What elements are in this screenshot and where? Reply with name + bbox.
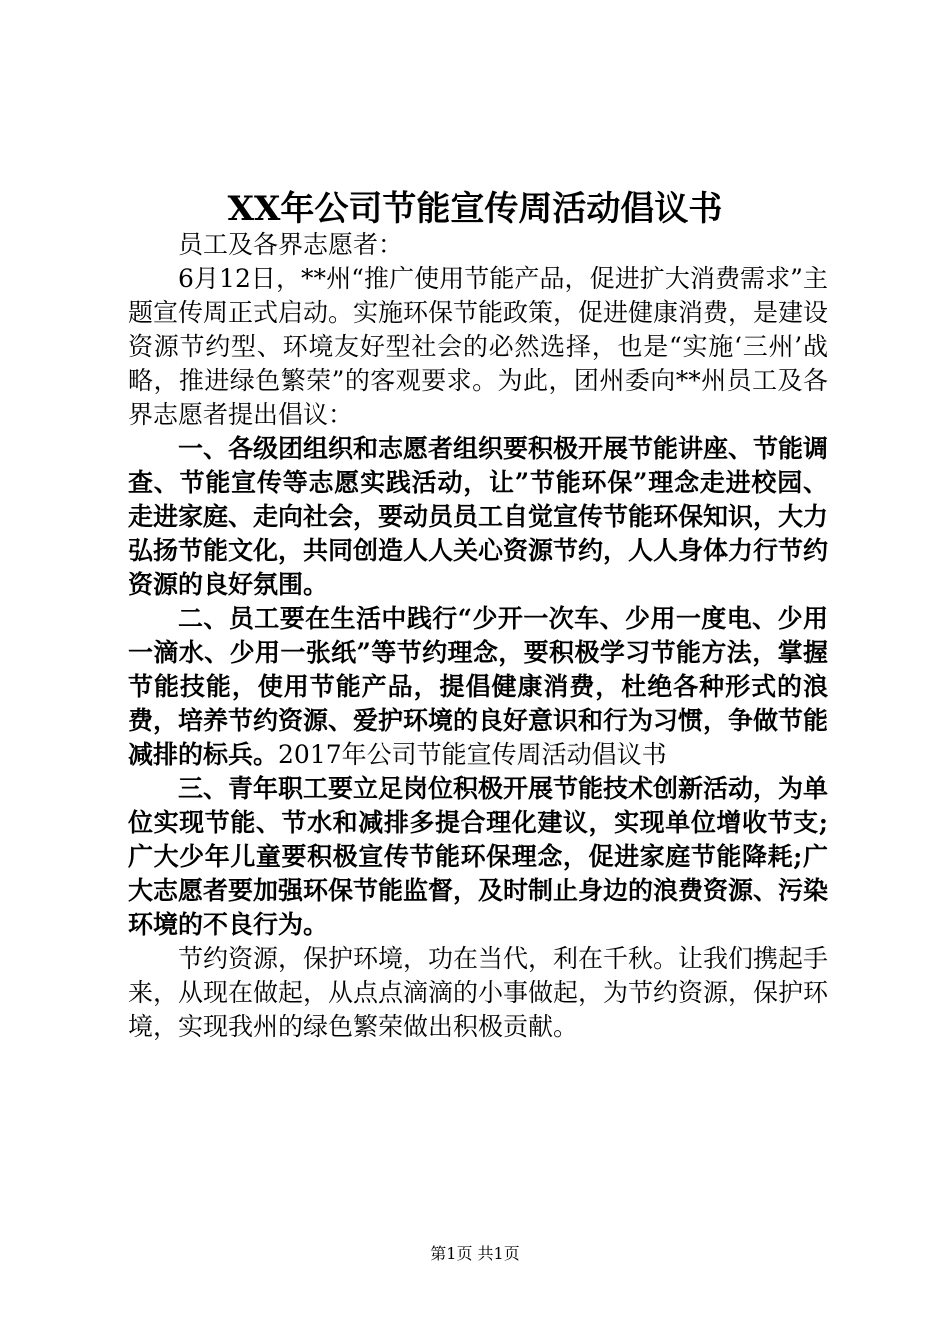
document-body xyxy=(128,228,828,1044)
proposal-one-paragraph: 一、各级团组织和志愿者组织要积极开展节能讲座、节能调查、节能宣传等志愿实践活动，让”节能环保”理念走进校园、走进家庭、走向社会，要动员员工自觉宣传节能环保知识，大力弘扬节能文化，共同创造人人关心资源节约，人人身体力行节约资源的良好氛围。 xyxy=(128,434,829,599)
closing-paragraph: 节约资源，保护环境，功在当代，利在千秋。让我们携起手来，从现在做起，从点点滴滴的小事做起，为节约资源，保护环境，实现我州的绿色繁荣做出积极贡献。 xyxy=(128,944,829,1041)
proposal-three-paragraph: 三、青年职工要立足岗位积极开展节能技术创新活动，为单位实现节能、节水和减排多提合理化建议，实现单位增收节支;广大少年儿童要积极宣传节能环保理念，促进家庭节能降耗;广大志愿者要加强环保节能监督，及时制止身边的浪费资源、污染环境的不良行为。 xyxy=(128,774,829,939)
proposal-two-tail: 2017年公司节能宣传周活动倡议书 xyxy=(278,740,667,769)
document-title: XX年公司节能宣传周活动倡议书 xyxy=(227,189,723,229)
salutation-paragraph: 员工及各界志愿者： xyxy=(178,230,404,259)
intro-paragraph: 6月12日，**州“推广使用节能产品，促进扩大消费需求”主题宣传周正式启动。实施环保节能政策，促进健康消费，是建设资源节约型、环境友好型社会的必然选择，也是“实施‘三州’战略，推进绿色繁荣”的客观要求。为此，团州委向**州员工及各界志愿者提出倡议： xyxy=(128,264,829,429)
proposal-two-text: 二、员工要在生活中践行“少开一次车、少用一度电、少用一滴水、少用一张纸”等节约理念，要积极学习节能方法，掌握节能技能，使用节能产品，提倡健康消费，杜绝各种形式的浪费，培养节约资源、爱护环境的良好意识和行为习惯，争做节能减排的标兵。 xyxy=(128,604,829,769)
proposal-two-paragraph xyxy=(128,602,828,772)
page-footer: 第1页 共1页 xyxy=(430,1244,520,1263)
